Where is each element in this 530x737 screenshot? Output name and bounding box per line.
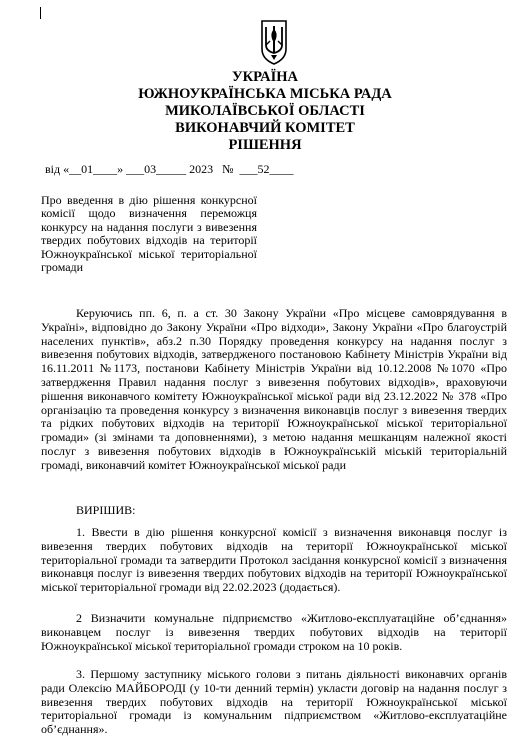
decision-item-3: 3. Першому заступнику міського голови з питань діяльності виконавчих органів ради Олексію МАЙБОРОДІ (у 10-ти денний термін) укласти договір на надання послуг з вивезення твердих побутових відходів на території Южноукраїнської міської територіальної громади із комунальним підприємством «Житлово-експлуатаційне об’єднання». xyxy=(41,667,507,737)
document-type-title: РІШЕННЯ xyxy=(228,137,302,153)
decision-item-2: 2 Визначити комунальне підприємство «Житлово-експлуатаційне об’єднання» виконавцем послуг із вивезення твердих побутових відходів на території Южноукраїнської міської територіальної громади строком на 10 років. xyxy=(41,611,507,653)
date-and-number-line: від «__01____» ___03_____ 2023 № ___52____ xyxy=(45,162,294,176)
preamble-paragraph: Керуючись пп. 6, п. а ст. 30 Закону України «Про місцеве самоврядування в Україні», відповідно до Закону України «Про відходи», Закону України «Про благоустрій населених пунктів», абз.2 п.30 Порядку проведення конкурсу на надання послуг з вивезення побутових відходів, затвердженого постановою Кабінету Міністрів України від 16.11.2011 №1173, постанови Кабінету Міністрів України від 10.12.2008 №1070 «Про затвердження Правил надання послуг з вивезення побутових відходів», враховуючи рішення виконавчого комітету Южноукраїнської міської ради від 23.12.2022 № 378 «Про організацію та проведення конкурсу з визначення виконавців послуг з вивезення твердих та рідких побутових відходів на території Южноукраїнської міської територіальної громади» (зі змінами та доповненнями), з метою надання мешканцям належної якості послуг з вивезення побутових відходів в Южноукраїнській міській територіальній громаді, виконавчий комітет Южноукраїнської міської ради xyxy=(41,306,507,472)
council-title: ЮЖНОУКРАЇНСЬКА МІСЬКА РАДА xyxy=(138,86,392,102)
text-cursor xyxy=(40,7,41,19)
country-title: УКРАЇНА xyxy=(231,69,299,85)
committee-title: ВИКОНАВЧИЙ КОМІТЕТ xyxy=(175,120,355,136)
decided-label: ВИРІШИВ: xyxy=(76,503,136,517)
decision-subject: Про введення в дію рішення конкурсної комісії щодо визначення переможця конкурсу на надання послуги з вивезення твердих побутових відходів на території Южноукраїнської міської територіальної громади xyxy=(41,193,257,275)
decision-item-1: 1. Ввести в дію рішення конкурсної комісії з визначення виконавця послуг із вивезення твердих побутових відходів на території Южноукраїнської міської територіальної громади та затвердити Протокол засідання конкурсної комісії з визначення виконавця послуг із вивезення твердих побутових відходів на території Южноукраїнської міської територіальної громади від 22.02.2023 (додається). xyxy=(41,525,507,595)
trident-coat-of-arms-icon xyxy=(259,19,289,65)
region-title: МИКОЛАЇВСЬКОЇ ОБЛАСТІ xyxy=(165,103,365,119)
